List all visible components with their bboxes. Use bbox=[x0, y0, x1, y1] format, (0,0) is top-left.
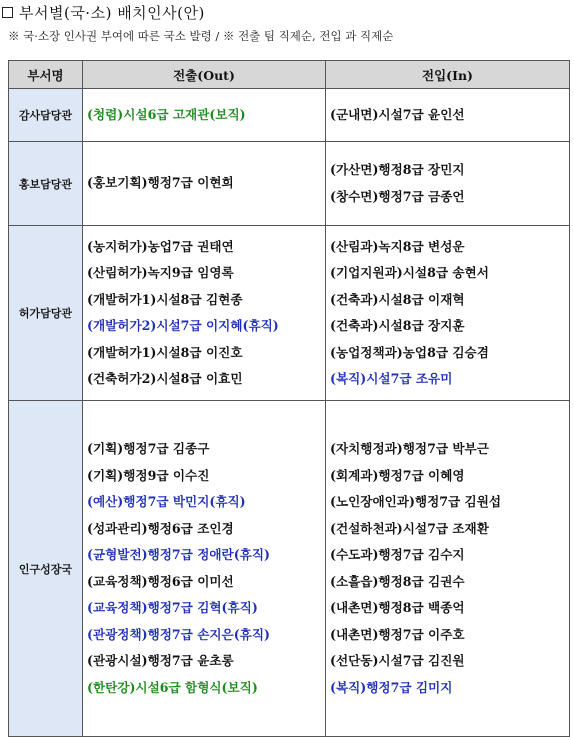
in-cell bbox=[326, 401, 570, 737]
list-item: (교육정책)행정7급 김혁(휴직) bbox=[87, 600, 258, 615]
assignment-table bbox=[8, 60, 570, 737]
list-item: (기획)행정9급 이수진 bbox=[87, 467, 210, 483]
list-item: (산림허가)녹지9급 임영록 bbox=[87, 265, 234, 280]
list-item: (노인장애인과)행정7급 김원섭 bbox=[330, 494, 502, 509]
list-item: (균형발전)행정7급 정애란(휴직) bbox=[87, 547, 270, 562]
list-item: (건축과)시설8급 이재혁 bbox=[330, 291, 465, 307]
page-title-text: 부서별(국·소) 배치인사(안) bbox=[19, 3, 205, 22]
out-cell bbox=[83, 226, 326, 401]
list-item: (기획)행정7급 김종구 bbox=[87, 441, 210, 456]
in-cell bbox=[326, 89, 570, 142]
header-dept: 부서명 bbox=[9, 61, 83, 89]
checkbox-square-icon bbox=[2, 7, 13, 18]
list-item: (청렴)시설6급 고재관(보직) bbox=[87, 106, 246, 122]
list-item: (내촌면)행정8급 백종억 bbox=[330, 600, 465, 615]
table-body bbox=[9, 89, 570, 737]
dept-cell: 허가담당관 bbox=[9, 226, 83, 401]
list-item: (창수면)행정7급 금종언 bbox=[330, 188, 465, 204]
dept-cell: 감사담당관 bbox=[9, 89, 83, 142]
list-item: (소흘읍)행정8급 김권수 bbox=[330, 573, 465, 589]
list-item: (건설하천과)시설7급 조재환 bbox=[330, 520, 489, 536]
list-item: (건축과)시설8급 장지훈 bbox=[330, 318, 465, 333]
in-cell bbox=[326, 226, 570, 401]
list-item: (성과관리)행정6급 조인경 bbox=[87, 520, 234, 536]
page-title bbox=[2, 0, 205, 24]
list-item: (산림과)녹지8급 변성운 bbox=[330, 238, 465, 254]
list-item: (군내면)시설7급 윤인선 bbox=[330, 106, 465, 122]
list-item: (선단동)시설7급 김진원 bbox=[330, 653, 465, 668]
in-cell bbox=[326, 142, 570, 226]
list-item: (회계과)행정7급 이혜영 bbox=[330, 467, 465, 483]
table-row bbox=[9, 226, 570, 401]
note-text: ※ 국·소장 인사권 부여에 따른 국소 발령 / ※ 전출 팀 직제순, 전입 과 직제순 bbox=[8, 29, 394, 43]
out-cell bbox=[83, 89, 326, 142]
dept-cell: 홍보담당관 bbox=[9, 142, 83, 226]
list-item: (가산면)행정8급 장민지 bbox=[330, 162, 465, 177]
header-out: 전출(Out) bbox=[83, 61, 326, 89]
list-item: (관광시설)행정7급 윤초롱 bbox=[87, 653, 234, 668]
list-item: (내촌면)행정7급 이주호 bbox=[330, 626, 465, 642]
list-item: (개발허가1)시설8급 이진호 bbox=[87, 344, 243, 360]
list-item: (건축허가2)시설8급 이효민 bbox=[87, 371, 243, 386]
list-item: (개발허가1)시설8급 김현종 bbox=[87, 291, 243, 307]
table-row bbox=[9, 89, 570, 142]
list-item: (기업지원과)시설8급 송현서 bbox=[330, 265, 489, 280]
out-cell bbox=[83, 401, 326, 737]
list-item: (예산)행정7급 박민지(휴직) bbox=[87, 494, 246, 509]
list-item: (농지허가)농업7급 권태연 bbox=[87, 238, 234, 254]
table-row bbox=[9, 142, 570, 226]
list-item: (수도과)행정7급 김수지 bbox=[330, 547, 465, 562]
dept-cell: 인구성장국 bbox=[9, 401, 83, 737]
table-row bbox=[9, 401, 570, 737]
list-item: (교육정책)행정6급 이미선 bbox=[87, 573, 234, 589]
list-item: (홍보기획)행정7급 이현희 bbox=[87, 175, 234, 191]
list-item: (개발허가2)시설7급 이지혜(휴직) bbox=[87, 318, 279, 333]
list-item: (관광정책)행정7급 손지은(휴직) bbox=[87, 626, 270, 642]
list-item: (자치행정과)행정7급 박부근 bbox=[330, 441, 489, 456]
table-header-row bbox=[9, 61, 570, 89]
header-in: 전입(In) bbox=[326, 61, 570, 89]
list-item: (농업정책과)농업8급 김승겸 bbox=[330, 344, 489, 360]
out-cell bbox=[83, 142, 326, 226]
list-item: (복직)행정7급 김미지 bbox=[330, 679, 453, 695]
list-item: (복직)시설7급 조유미 bbox=[330, 371, 453, 386]
list-item: (한탄강)시설6급 함형식(보직) bbox=[87, 679, 258, 695]
